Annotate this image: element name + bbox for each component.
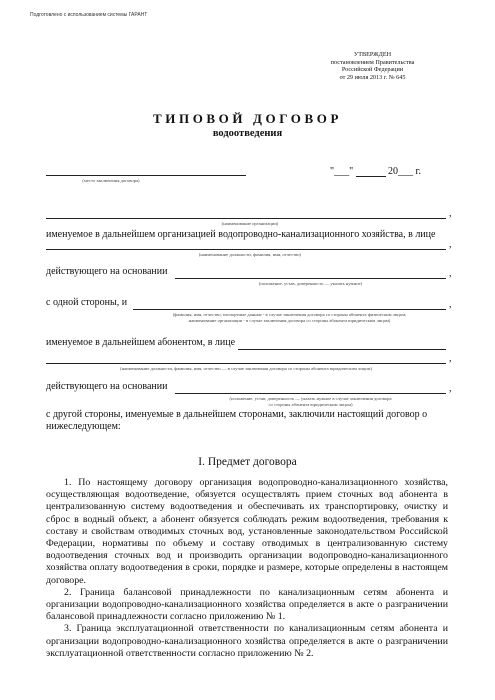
paragraph: 3. Граница эксплуатационной ответственности по канализационным сетям абонента и организации водопроводно-канализационного хозяйства определяется в акте о разграничении эксплуатационной ответственности согласно приложению № 2. — [46, 623, 448, 659]
row2-field[interactable] — [175, 278, 446, 279]
approval-block — [325, 51, 420, 81]
approval-line: УТВЕРЖДЕН — [353, 51, 392, 58]
row3-hint: (фамилия, имя, отчество, паспортные данные - в случае заключения договора со стороны абонента физическим лицом; наименование организации - в случае заключения договора со стороны абонента юридическим лицом) — [172, 312, 407, 323]
org-field[interactable] — [46, 218, 446, 219]
approval-line: от 29 июля 2013 г. № 645 — [339, 73, 406, 81]
row2-label: действующего на основании — [46, 266, 168, 277]
paragraph: 2. Граница балансовой принадлежности по канализационным сетям абонента и организации водопроводно-канализационного хозяйства определяется в акте о разграничении балансовой принадлежности согласно приложению № 1. — [46, 586, 448, 623]
closing-line: нижеследующем: — [46, 421, 121, 432]
approval-line: Российской Федерации — [341, 66, 404, 74]
row1-text: именуемое в дальнейшем организацией водопроводно-канализационного хозяйства, в лице — [46, 229, 436, 240]
date-day: "___" — [330, 166, 354, 177]
document-subtitle: водоотведения — [212, 128, 283, 139]
section-title: I. Предмет договора — [198, 456, 297, 468]
closing-line: с другой стороны, именуемые в дальнейшем сторонами, заключили настоящий договор о — [46, 409, 428, 420]
row2-hint: (положение, устав, доверенность — указать нужное) — [258, 281, 363, 286]
paragraph: 1. По настоящему договору организация водопроводно-канализационного хозяйства, осуществляющая водоотведение, обязуется осуществлять прием сточных вод абонента в централизованную систему водоотведения и обеспечивать их транспортировку, очистку и сброс в водный объект, а абонент обязуется соблюдать режим водоотведения, требования к составу и свойствам отводимых сточных вод, установленные законодательством Российской Федерации, нормативы по объему и составу отводимых в централизованную систему водоотведения сточных вод и производить организации водопроводно-канализационного хозяйства оплату водоотведения в сроки, порядке и размере, которые определены в настоящем договоре. — [46, 477, 448, 586]
date-year: 20___ г. — [388, 166, 421, 177]
row4-field-continued[interactable] — [46, 363, 446, 364]
document-title: ТИПОВОЙ ДОГОВОР — [153, 111, 342, 126]
row1-field[interactable] — [46, 249, 446, 250]
approval-line: постановлением Правительства — [330, 58, 415, 66]
row3-field[interactable] — [133, 309, 446, 310]
place-hint: (место заключения договора) — [82, 178, 140, 183]
date-month-field[interactable] — [356, 176, 386, 177]
row5-label: действующего на основании — [46, 381, 168, 392]
row5-hint: (положение, устав, доверенность — указать нужное в случае заключения договора со стороны абонента юридическим лицом) — [229, 396, 392, 407]
row4-hint: (наименование должности, фамилия, имя, отчество — в случае заключения договора со стороны абонента юридическим лицом) — [120, 366, 372, 371]
section-body — [46, 477, 448, 660]
org-hint: (наименование организации) — [221, 221, 279, 226]
row3-label: с одной стороны, и — [46, 297, 128, 308]
row4-label: именуемое в дальнейшем абонентом, в лице — [46, 337, 236, 348]
header-note: Подготовлено с использованием системы ГАРАНТ — [30, 12, 148, 18]
row5-field[interactable] — [175, 393, 446, 394]
row1-hint: (наименование должности, фамилия, имя, отчество) — [198, 252, 302, 257]
place-field[interactable] — [46, 175, 246, 176]
row4-field[interactable] — [238, 349, 446, 350]
